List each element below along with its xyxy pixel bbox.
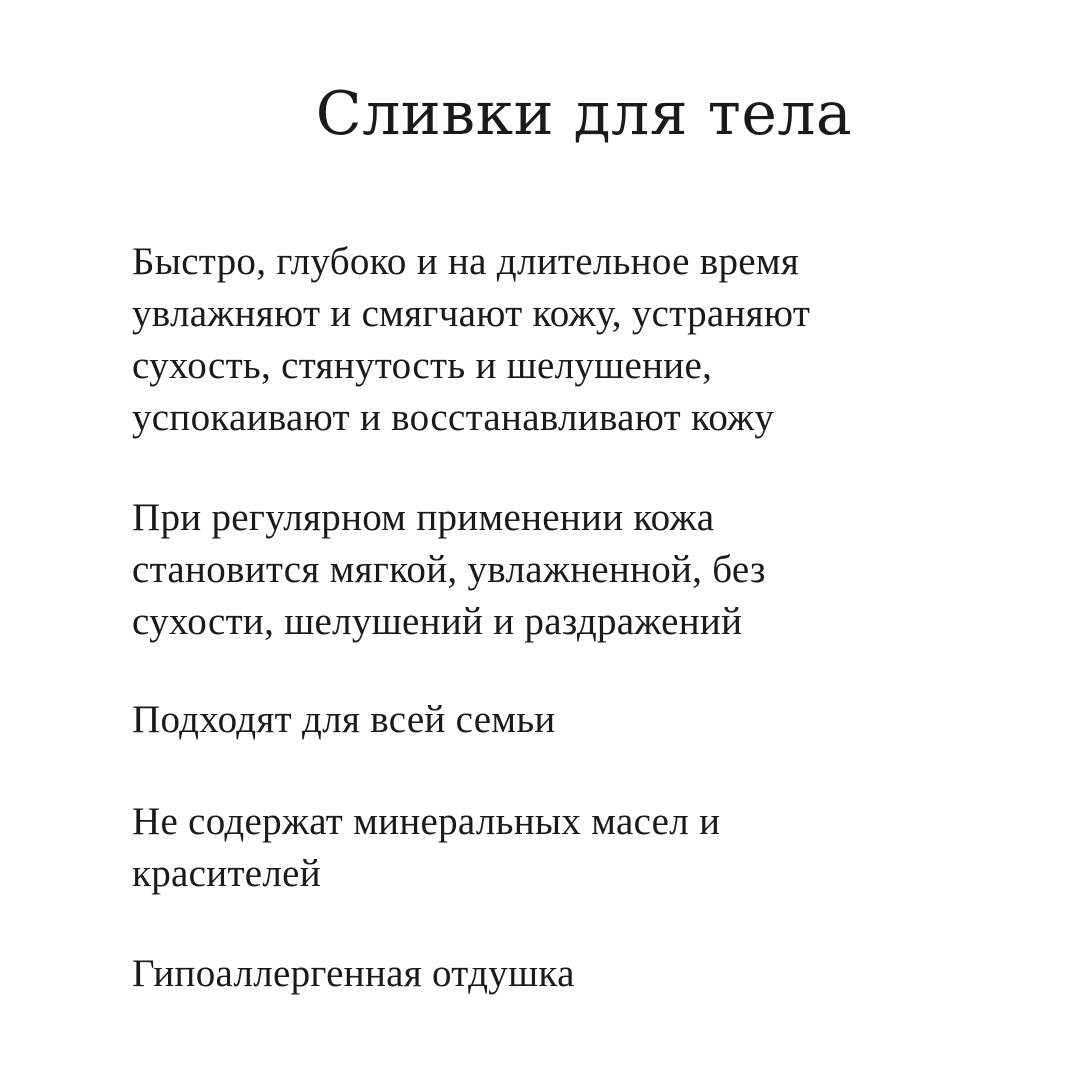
paragraph-line: Гипоаллергенная отдушка (132, 952, 575, 995)
paragraph-line: Быстро, глубоко и на длительное время (132, 240, 800, 283)
paragraph-line: увлажняют и смягчают кожу, устраняют (132, 292, 811, 335)
paragraph-line: Не содержат минеральных масел и (132, 800, 721, 843)
paragraph-line: успокаивают и восстанавливают кожу (132, 396, 775, 439)
benefit-paragraph-moisturizing (132, 236, 992, 444)
benefit-paragraph-family (132, 694, 992, 746)
benefit-paragraph-hypoallergenic (132, 948, 992, 1000)
paragraph-line: При регулярном применении кожа (132, 496, 715, 539)
paragraph-line: Подходят для всей семьи (132, 698, 556, 741)
paragraph-line: сухости, шелушений и раздражений (132, 600, 743, 643)
benefit-paragraph-no-mineral-oils (132, 796, 992, 900)
paragraph-line: красителей (132, 852, 321, 895)
page-title: Сливки для тела (315, 79, 853, 149)
benefit-paragraph-regular-use (132, 492, 992, 648)
paragraph-line: сухость, стянутость и шелушение, (132, 344, 713, 387)
paragraph-line: становится мягкой, увлажненной, без (132, 548, 766, 591)
